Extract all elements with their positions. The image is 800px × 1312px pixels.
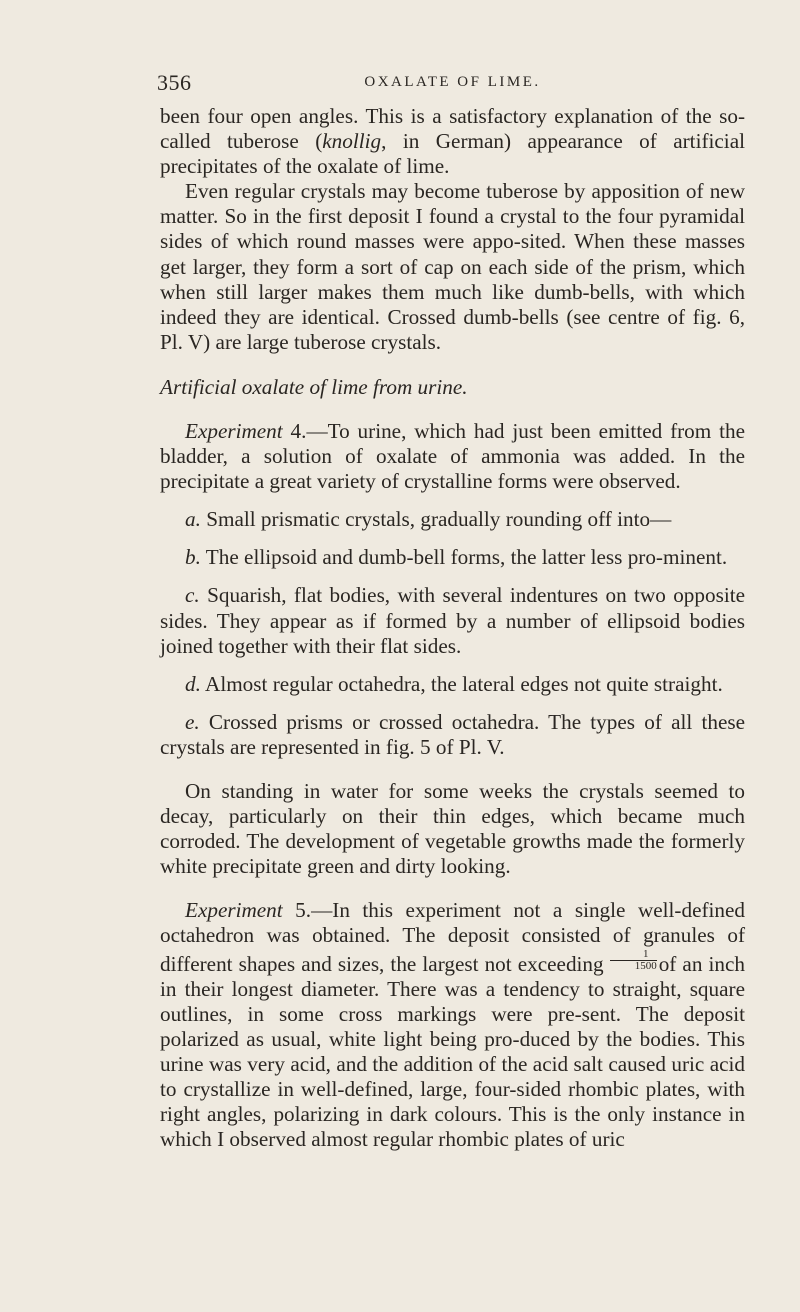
- list-item: d. Almost regular octahedra, the lateral edges not quite straight.: [185, 671, 723, 696]
- paragraph-tuberose: Even regular crystals may become tuberose by apposition of new matter. So in the first deposit I found a crystal to the four pyramidal sides of which round masses were appo-sited. When these masses get larger, they form a sort of cap on each side of the prism, which when still larger makes them much like dumb-bells, with which indeed they are identical. Crossed dumb-bells (see centre of fig. 6, Pl. V) are large tuberose crystals.: [160, 179, 745, 354]
- item-letter: e.: [185, 709, 200, 734]
- item-letter: b.: [185, 545, 201, 570]
- item-letter: d.: [185, 671, 201, 696]
- page-header: [157, 70, 745, 104]
- running-head: OXALATE OF LIME.: [364, 74, 541, 90]
- german-term: knollig: [322, 129, 382, 154]
- paragraph-experiment-4: Experiment 4.—To urine, which had just been emitted from the bladder, a solution of oxalate of ammonia was added. In the precipitate a great variety of crystalline forms were observed.: [160, 418, 746, 494]
- list-item: c. Squarish, flat bodies, with several indentures on two opposite sides. They appear as if formed by a number of ellipsoid bodies joined together with their flat sides.: [160, 583, 745, 658]
- list-item: b. The ellipsoid and dumb-bell forms, the latter less pro-minent.: [185, 545, 728, 570]
- item-letter: c.: [185, 583, 200, 608]
- paragraph-standing: On standing in water for some weeks the crystals seemed to decay, particularly on their thin edges, which became much corroded. The development of vegetable growths made the formerly white precipitate green and dirty looking.: [160, 778, 745, 879]
- section-title: Artificial oxalate of lime from urine.: [160, 374, 468, 399]
- item-letter: a.: [185, 507, 201, 532]
- paragraph-experiment-5: Experiment 5.—In this experiment not a single well-defined octahedron was obtained. The deposit consisted of granules of different shapes and sizes, the largest not exceeding $\frac{1}{1500}$ of an inch in their longest diameter. There was a tendency to straight, square outlines, in some cross markings were pre-sent. The deposit polarized as usual, white light being pro-duced by the bodies. This urine was very acid, and the addition of the acid salt caused uric acid to crystallize in well-defined, large, four-sided rhombic plates, with right angles, polarizing in dark colours. This is the only instance in which I observed almost regular rhombic plates of uric: [160, 898, 746, 1152]
- body-text: [160, 104, 745, 1152]
- experiment-label: Experiment: [185, 898, 283, 923]
- experiment-label: Experiment: [185, 418, 283, 443]
- paragraph-continuation: been four open angles. This is a satisfactory explanation of the so-called tuberose (knollig, in German) appearance of artificial precipitates of the oxalate of lime.: [160, 104, 745, 179]
- page-number: 356: [157, 70, 192, 95]
- list-item: e. Crossed prisms or crossed octahedra. The types of all these crystals are represented in fig. 5 of Pl. V.: [160, 709, 745, 759]
- list-item: a. Small prismatic crystals, gradually rounding off into—: [185, 507, 672, 532]
- book-page: [157, 70, 746, 1152]
- fraction: $\frac{1}{1500}$: [610, 949, 657, 972]
